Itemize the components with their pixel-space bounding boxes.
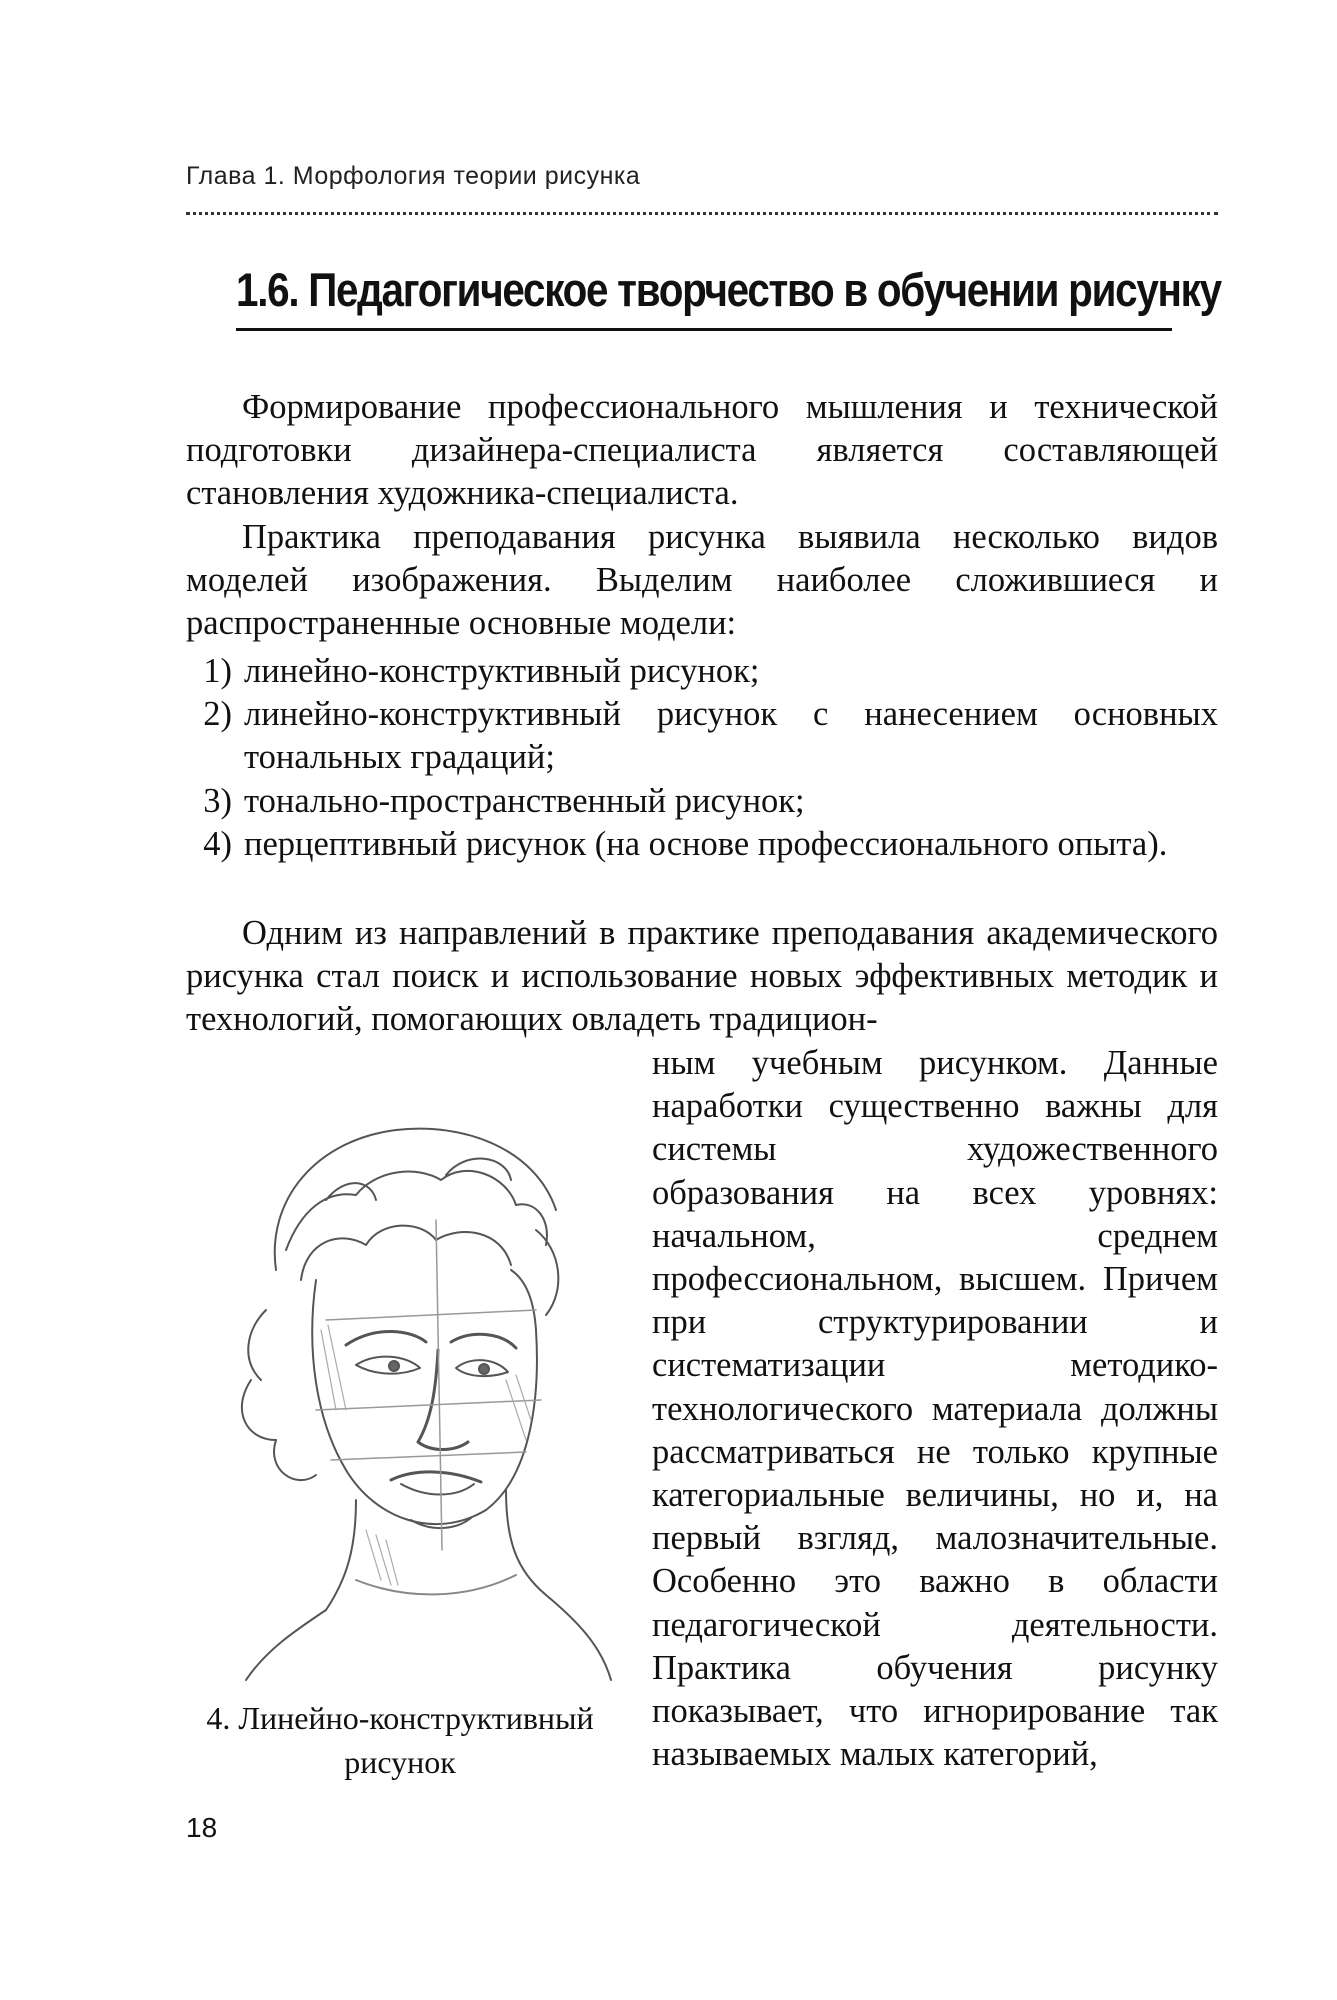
page-number: 18 (186, 1812, 218, 1843)
figure-caption (170, 1696, 630, 1784)
section-title: 1.6. Педагогическое творчество в обучении рисунку (236, 263, 1221, 316)
list-item-number: 1 ) (186, 650, 242, 693)
list-item-text: линейно-конструктивный рисунок; (244, 652, 760, 690)
paragraph-2-text: Практика преподавания рисунка выявила несколько видов моделей изображения. Выделим наиболее сложившиеся и распространенные основные модели: (186, 518, 1218, 643)
dotted-divider (186, 212, 1218, 215)
list-item-text: перцептивный рисунок (на основе профессионального опыта). (244, 824, 1168, 863)
paragraph-2 (186, 516, 1218, 646)
paragraph-3-continued (652, 1042, 1218, 1776)
figure-caption-line-2: рисунок (344, 1744, 456, 1780)
list-item-text: линейно-конструктивный рисунок с нанесением основных тональных градаций; (244, 695, 1218, 777)
figure-caption-line-1: 4. Линейно-конструктивный (206, 1700, 594, 1736)
models-list (186, 650, 1218, 866)
paragraph-3 (186, 912, 1218, 1042)
list-item-text: тонально-пространственный рисунок; (244, 781, 805, 820)
running-head: Глава 1. Морфология теории рисунка (186, 162, 641, 190)
sketch-head-icon (206, 1080, 616, 1690)
list-item (186, 780, 1218, 823)
list-item (186, 823, 1218, 866)
title-underline (236, 328, 1172, 331)
list-item-number: 4 ) (186, 823, 242, 866)
paragraph-1-text: Формирование профессионального мышления и технической подготовки дизайнера-специалиста является составляющей становления художника-специалиста. (186, 388, 1218, 513)
paragraph-3-text-part2: ным учебным рисунком. Данные наработки существенно важны для системы художественного образования на всех уровнях: начальном, среднем профессиональном, высшем. Причем при структурировании и систематизации методико-технологического материала должны рассматриваться не только крупные категориальные величины, но и, на первый взгляд, малозначительные. Особенно это важно в области педагогической деятельности. Практика обучения рисунку показывает, что игнорирование так называемых малых категорий, (652, 1044, 1218, 1774)
paragraph-3-text-part1: Одним из направлений в практике преподавания академического рисунка стал поиск и использование новых эффективных методик и технологий, помогающих овладеть традицион- (186, 914, 1218, 1039)
paragraph-1 (186, 386, 1218, 516)
list-item-number: 2 ) (186, 693, 242, 779)
list-item (186, 650, 1218, 693)
list-item (186, 693, 1218, 779)
figure-sketch-head (206, 1080, 616, 1690)
list-item-number: 3 ) (186, 780, 242, 823)
